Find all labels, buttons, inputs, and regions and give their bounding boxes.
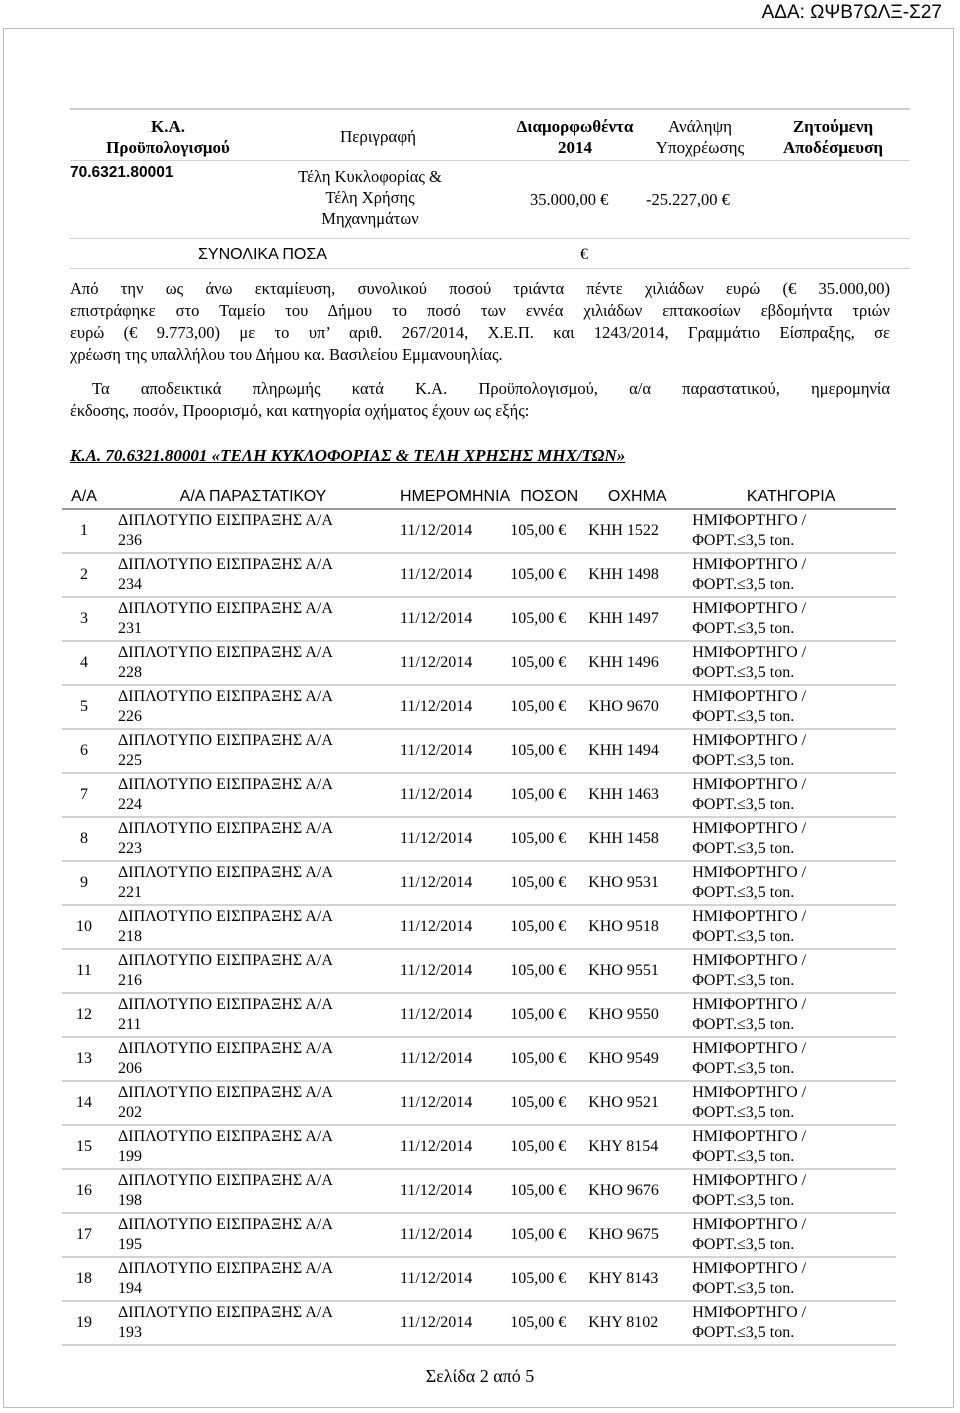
row-date: 11/12/2014 — [400, 597, 510, 641]
table-row — [62, 1169, 896, 1213]
row-date: 11/12/2014 — [400, 553, 510, 597]
section-title: Κ.Α. 70.6321.80001 «ΤΕΛΗ ΚΥΚΛΟΦΟΡΙΑΣ & ΤΕΛΗ ΧΡΗΣΗΣ ΜΗΧ/ΤΩΝ» — [70, 446, 626, 465]
row-vehicle: ΚΗΗ 1497 — [588, 597, 686, 641]
row-date: 11/12/2014 — [400, 1081, 510, 1125]
category-line2: ΦΟΡΤ.≤3,5 ton. — [692, 884, 795, 901]
category-line1: ΗΜΙΦΟΡΤΗΓΟ / — [692, 908, 807, 925]
budget-code: 70.6321.80001 — [70, 164, 174, 181]
doc-number: 206 — [118, 1060, 142, 1077]
row-doc — [106, 1213, 400, 1257]
table-row — [62, 773, 896, 817]
category-line2: ΦΟΡΤ.≤3,5 ton. — [692, 1104, 795, 1121]
doc-number: 211 — [118, 1016, 142, 1033]
table-row — [62, 993, 896, 1037]
budget-commitment-value: -25.227,00 € — [646, 190, 730, 209]
row-amount: 105,00 € — [510, 1257, 588, 1301]
row-vehicle: ΚΗΗ 1458 — [588, 817, 686, 861]
row-doc — [106, 817, 400, 861]
row-vehicle: ΚΗΟ 9676 — [588, 1169, 686, 1213]
row-aa: 1 — [62, 509, 106, 553]
row-aa: 17 — [62, 1213, 106, 1257]
col-category: ΚΑΤΗΓΟΡΙΑ — [686, 486, 896, 509]
table-row — [62, 1301, 896, 1345]
header-commitment: Ανάληψη Υποχρέωσης — [655, 117, 745, 157]
row-category — [686, 905, 896, 949]
row-doc — [106, 1037, 400, 1081]
row-vehicle: ΚΗΟ 9518 — [588, 905, 686, 949]
row-date: 11/12/2014 — [400, 949, 510, 993]
doc-number: 194 — [118, 1280, 142, 1297]
doc-prefix: ΔΙΠΛΟΤΥΠΟ ΕΙΣΠΡΑΞΗΣ Α/Α — [118, 908, 333, 925]
header-ka: Κ.Α. Προϋπολογισμού — [106, 117, 230, 157]
row-date: 11/12/2014 — [400, 685, 510, 729]
table-row — [62, 949, 896, 993]
budget-row-rule — [70, 238, 910, 239]
row-vehicle: ΚΗΗ 1494 — [588, 729, 686, 773]
table-row — [62, 1257, 896, 1301]
doc-number: 199 — [118, 1148, 142, 1165]
category-line1: ΗΜΙΦΟΡΤΗΓΟ / — [692, 600, 807, 617]
doc-prefix: ΔΙΠΛΟΤΥΠΟ ΕΙΣΠΡΑΞΗΣ Α/Α — [118, 644, 333, 661]
row-category — [686, 597, 896, 641]
row-doc — [106, 1257, 400, 1301]
row-doc — [106, 861, 400, 905]
table-row — [62, 509, 896, 553]
row-date: 11/12/2014 — [400, 1257, 510, 1301]
table-row — [62, 1213, 896, 1257]
row-category — [686, 949, 896, 993]
category-line1: ΗΜΙΦΟΡΤΗΓΟ / — [692, 1084, 807, 1101]
row-doc — [106, 905, 400, 949]
row-vehicle: ΚΗΟ 9549 — [588, 1037, 686, 1081]
table-row — [62, 641, 896, 685]
row-doc — [106, 641, 400, 685]
budget-top-rule — [70, 108, 910, 110]
row-date: 11/12/2014 — [400, 729, 510, 773]
doc-number: 225 — [118, 752, 142, 769]
doc-number: 202 — [118, 1104, 142, 1121]
doc-prefix: ΔΙΠΛΟΤΥΠΟ ΕΙΣΠΡΑΞΗΣ Α/Α — [118, 820, 333, 837]
row-doc — [106, 597, 400, 641]
doc-prefix: ΔΙΠΛΟΤΥΠΟ ΕΙΣΠΡΑΞΗΣ Α/Α — [118, 1128, 333, 1145]
category-line2: ΦΟΡΤ.≤3,5 ton. — [692, 1280, 795, 1297]
doc-number: 193 — [118, 1324, 142, 1341]
category-line1: ΗΜΙΦΟΡΤΗΓΟ / — [692, 952, 807, 969]
doc-number: 223 — [118, 840, 142, 857]
row-vehicle: ΚΗΗ 1463 — [588, 773, 686, 817]
category-line1: ΗΜΙΦΟΡΤΗΓΟ / — [692, 1128, 807, 1145]
row-doc — [106, 729, 400, 773]
row-vehicle: ΚΗΟ 9521 — [588, 1081, 686, 1125]
row-amount: 105,00 € — [510, 1125, 588, 1169]
header-description: Περιγραφή — [339, 127, 417, 146]
row-aa: 9 — [62, 861, 106, 905]
row-aa: 10 — [62, 905, 106, 949]
row-aa: 6 — [62, 729, 106, 773]
row-category — [686, 1125, 896, 1169]
row-category — [686, 773, 896, 817]
row-amount: 105,00 € — [510, 1213, 588, 1257]
budget-description: Τέλη Κυκλοφορίας & Τέλη Χρήσης Μηχανημάτων — [298, 167, 442, 228]
col-amount: ΠΟΣΟΝ — [510, 486, 588, 509]
row-doc — [106, 685, 400, 729]
doc-prefix: ΔΙΠΛΟΤΥΠΟ ΕΙΣΠΡΑΞΗΣ Α/Α — [118, 1084, 333, 1101]
row-amount: 105,00 € — [510, 641, 588, 685]
table-row — [62, 1037, 896, 1081]
doc-prefix: ΔΙΠΛΟΤΥΠΟ ΕΙΣΠΡΑΞΗΣ Α/Α — [118, 952, 333, 969]
payments-body — [62, 509, 896, 1345]
row-category — [686, 993, 896, 1037]
row-date: 11/12/2014 — [400, 1301, 510, 1345]
row-amount: 105,00 € — [510, 1081, 588, 1125]
doc-number: 231 — [118, 620, 142, 637]
doc-number: 218 — [118, 928, 142, 945]
table-row — [62, 905, 896, 949]
row-date: 11/12/2014 — [400, 817, 510, 861]
doc-number: 216 — [118, 972, 142, 989]
category-line1: ΗΜΙΦΟΡΤΗΓΟ / — [692, 688, 807, 705]
row-amount: 105,00 € — [510, 905, 588, 949]
row-doc — [106, 509, 400, 553]
col-vehicle: ΟΧΗΜΑ — [588, 486, 686, 509]
table-row — [62, 597, 896, 641]
row-amount: 105,00 € — [510, 1169, 588, 1213]
table-row — [62, 1081, 896, 1125]
category-line2: ΦΟΡΤ.≤3,5 ton. — [692, 708, 795, 725]
doc-number: 228 — [118, 664, 142, 681]
col-date: ΗΜΕΡΟΜΗΝΙΑ — [400, 486, 510, 509]
row-vehicle: ΚΗΟ 9551 — [588, 949, 686, 993]
row-aa: 15 — [62, 1125, 106, 1169]
category-line2: ΦΟΡΤ.≤3,5 ton. — [692, 972, 795, 989]
doc-number: 226 — [118, 708, 142, 725]
budget-formed-value: 35.000,00 € — [530, 190, 609, 209]
table-row — [62, 685, 896, 729]
row-vehicle: ΚΗΥ 8102 — [588, 1301, 686, 1345]
doc-prefix: ΔΙΠΛΟΤΥΠΟ ΕΙΣΠΡΑΞΗΣ Α/Α — [118, 1172, 333, 1189]
row-amount: 105,00 € — [510, 949, 588, 993]
row-category — [686, 817, 896, 861]
table-row — [62, 729, 896, 773]
category-line1: ΗΜΙΦΟΡΤΗΓΟ / — [692, 996, 807, 1013]
doc-prefix: ΔΙΠΛΟΤΥΠΟ ΕΙΣΠΡΑΞΗΣ Α/Α — [118, 1040, 333, 1057]
row-amount: 105,00 € — [510, 597, 588, 641]
row-amount: 105,00 € — [510, 553, 588, 597]
row-doc — [106, 1125, 400, 1169]
ada-header: ΑΔΑ: ΩΨΒ7ΩΛΞ-Σ27 — [761, 2, 942, 23]
row-date: 11/12/2014 — [400, 641, 510, 685]
row-vehicle: ΚΗΟ 9675 — [588, 1213, 686, 1257]
row-date: 11/12/2014 — [400, 905, 510, 949]
row-aa: 18 — [62, 1257, 106, 1301]
doc-prefix: ΔΙΠΛΟΤΥΠΟ ΕΙΣΠΡΑΞΗΣ Α/Α — [118, 688, 333, 705]
row-date: 11/12/2014 — [400, 1213, 510, 1257]
row-category — [686, 1257, 896, 1301]
budget-header-rule — [70, 160, 910, 161]
category-line2: ΦΟΡΤ.≤3,5 ton. — [692, 620, 795, 637]
doc-prefix: ΔΙΠΛΟΤΥΠΟ ΕΙΣΠΡΑΞΗΣ Α/Α — [118, 600, 333, 617]
category-line1: ΗΜΙΦΟΡΤΗΓΟ / — [692, 864, 807, 881]
category-line2: ΦΟΡΤ.≤3,5 ton. — [692, 1016, 795, 1033]
row-doc — [106, 949, 400, 993]
category-line1: ΗΜΙΦΟΡΤΗΓΟ / — [692, 1172, 807, 1189]
header-formed: Διαμορφωθέντα 2014 — [516, 117, 634, 157]
row-date: 11/12/2014 — [400, 861, 510, 905]
row-category — [686, 1213, 896, 1257]
row-aa: 11 — [62, 949, 106, 993]
row-amount: 105,00 € — [510, 509, 588, 553]
page-footer: Σελίδα 2 από 5 — [425, 1366, 535, 1386]
category-line2: ΦΟΡΤ.≤3,5 ton. — [692, 796, 795, 813]
row-date: 11/12/2014 — [400, 1169, 510, 1213]
row-aa: 14 — [62, 1081, 106, 1125]
doc-number: 195 — [118, 1236, 142, 1253]
row-amount: 105,00 € — [510, 685, 588, 729]
category-line2: ΦΟΡΤ.≤3,5 ton. — [692, 752, 795, 769]
table-row — [62, 817, 896, 861]
row-amount: 105,00 € — [510, 861, 588, 905]
category-line1: ΗΜΙΦΟΡΤΗΓΟ / — [692, 1216, 807, 1233]
row-aa: 19 — [62, 1301, 106, 1345]
row-amount: 105,00 € — [510, 1301, 588, 1345]
row-amount: 105,00 € — [510, 773, 588, 817]
row-category — [686, 641, 896, 685]
row-vehicle: ΚΗΟ 9550 — [588, 993, 686, 1037]
doc-number: 198 — [118, 1192, 142, 1209]
category-line2: ΦΟΡΤ.≤3,5 ton. — [692, 1148, 795, 1165]
row-aa: 4 — [62, 641, 106, 685]
category-line2: ΦΟΡΤ.≤3,5 ton. — [692, 1324, 795, 1341]
doc-prefix: ΔΙΠΛΟΤΥΠΟ ΕΙΣΠΡΑΞΗΣ Α/Α — [118, 512, 333, 529]
row-category — [686, 553, 896, 597]
table-row — [62, 1125, 896, 1169]
category-line1: ΗΜΙΦΟΡΤΗΓΟ / — [692, 556, 807, 573]
row-aa: 8 — [62, 817, 106, 861]
row-amount: 105,00 € — [510, 993, 588, 1037]
row-doc — [106, 1301, 400, 1345]
row-aa: 2 — [62, 553, 106, 597]
category-line1: ΗΜΙΦΟΡΤΗΓΟ / — [692, 1304, 807, 1321]
row-aa: 16 — [62, 1169, 106, 1213]
row-category — [686, 1169, 896, 1213]
category-line2: ΦΟΡΤ.≤3,5 ton. — [692, 532, 795, 549]
table-row — [62, 553, 896, 597]
row-amount: 105,00 € — [510, 1037, 588, 1081]
row-vehicle: ΚΗΟ 9670 — [588, 685, 686, 729]
row-category — [686, 1037, 896, 1081]
doc-number: 234 — [118, 576, 142, 593]
row-category — [686, 1301, 896, 1345]
row-date: 11/12/2014 — [400, 509, 510, 553]
doc-prefix: ΔΙΠΛΟΤΥΠΟ ΕΙΣΠΡΑΞΗΣ Α/Α — [118, 864, 333, 881]
row-doc — [106, 553, 400, 597]
row-category — [686, 1081, 896, 1125]
doc-number: 221 — [118, 884, 142, 901]
totals-currency: € — [580, 246, 588, 263]
category-line2: ΦΟΡΤ.≤3,5 ton. — [692, 1060, 795, 1077]
row-aa: 7 — [62, 773, 106, 817]
row-doc — [106, 993, 400, 1037]
header-release: Ζητούμενη Αποδέσμευση — [782, 117, 884, 157]
category-line2: ΦΟΡΤ.≤3,5 ton. — [692, 1236, 795, 1253]
doc-prefix: ΔΙΠΛΟΤΥΠΟ ΕΙΣΠΡΑΞΗΣ Α/Α — [118, 996, 333, 1013]
row-date: 11/12/2014 — [400, 773, 510, 817]
row-category — [686, 861, 896, 905]
row-category — [686, 729, 896, 773]
category-line2: ΦΟΡΤ.≤3,5 ton. — [692, 1192, 795, 1209]
category-line1: ΗΜΙΦΟΡΤΗΓΟ / — [692, 644, 807, 661]
doc-prefix: ΔΙΠΛΟΤΥΠΟ ΕΙΣΠΡΑΞΗΣ Α/Α — [118, 1216, 333, 1233]
table-row — [62, 861, 896, 905]
row-vehicle: ΚΗΗ 1496 — [588, 641, 686, 685]
row-amount: 105,00 € — [510, 817, 588, 861]
row-aa: 3 — [62, 597, 106, 641]
doc-prefix: ΔΙΠΛΟΤΥΠΟ ΕΙΣΠΡΑΞΗΣ Α/Α — [118, 776, 333, 793]
row-doc — [106, 1169, 400, 1213]
row-vehicle: ΚΗΥ 8143 — [588, 1257, 686, 1301]
category-line1: ΗΜΙΦΟΡΤΗΓΟ / — [692, 1260, 807, 1277]
row-category — [686, 685, 896, 729]
row-category — [686, 509, 896, 553]
doc-prefix: ΔΙΠΛΟΤΥΠΟ ΕΙΣΠΡΑΞΗΣ Α/Α — [118, 556, 333, 573]
row-aa: 12 — [62, 993, 106, 1037]
budget-bottom-rule — [70, 268, 910, 269]
row-doc — [106, 1081, 400, 1125]
doc-prefix: ΔΙΠΛΟΤΥΠΟ ΕΙΣΠΡΑΞΗΣ Α/Α — [118, 1260, 333, 1277]
category-line1: ΗΜΙΦΟΡΤΗΓΟ / — [692, 776, 807, 793]
payments-header-row — [62, 486, 896, 509]
doc-number: 236 — [118, 532, 142, 549]
category-line1: ΗΜΙΦΟΡΤΗΓΟ / — [692, 1040, 807, 1057]
row-vehicle: ΚΗΟ 9531 — [588, 861, 686, 905]
category-line1: ΗΜΙΦΟΡΤΗΓΟ / — [692, 732, 807, 749]
category-line2: ΦΟΡΤ.≤3,5 ton. — [692, 576, 795, 593]
col-aa: Α/Α — [62, 486, 106, 509]
row-aa: 5 — [62, 685, 106, 729]
row-date: 11/12/2014 — [400, 993, 510, 1037]
row-date: 11/12/2014 — [400, 1125, 510, 1169]
doc-number: 224 — [118, 796, 142, 813]
row-amount: 105,00 € — [510, 729, 588, 773]
row-doc — [106, 773, 400, 817]
payments-table — [62, 486, 896, 1346]
doc-prefix: ΔΙΠΛΟΤΥΠΟ ΕΙΣΠΡΑΞΗΣ Α/Α — [118, 1304, 333, 1321]
category-line1: ΗΜΙΦΟΡΤΗΓΟ / — [692, 512, 807, 529]
totals-label: ΣΥΝΟΛΙΚΑ ΠΟΣΑ — [198, 246, 327, 263]
row-vehicle: ΚΗΗ 1498 — [588, 553, 686, 597]
row-aa: 13 — [62, 1037, 106, 1081]
category-line2: ΦΟΡΤ.≤3,5 ton. — [692, 840, 795, 857]
doc-prefix: ΔΙΠΛΟΤΥΠΟ ΕΙΣΠΡΑΞΗΣ Α/Α — [118, 732, 333, 749]
row-vehicle: ΚΗΥ 8154 — [588, 1125, 686, 1169]
col-doc: Α/Α ΠΑΡΑΣΤΑΤΙΚΟΥ — [106, 486, 400, 509]
category-line2: ΦΟΡΤ.≤3,5 ton. — [692, 664, 795, 681]
row-vehicle: ΚΗΗ 1522 — [588, 509, 686, 553]
row-date: 11/12/2014 — [400, 1037, 510, 1081]
category-line1: ΗΜΙΦΟΡΤΗΓΟ / — [692, 820, 807, 837]
category-line2: ΦΟΡΤ.≤3,5 ton. — [692, 928, 795, 945]
